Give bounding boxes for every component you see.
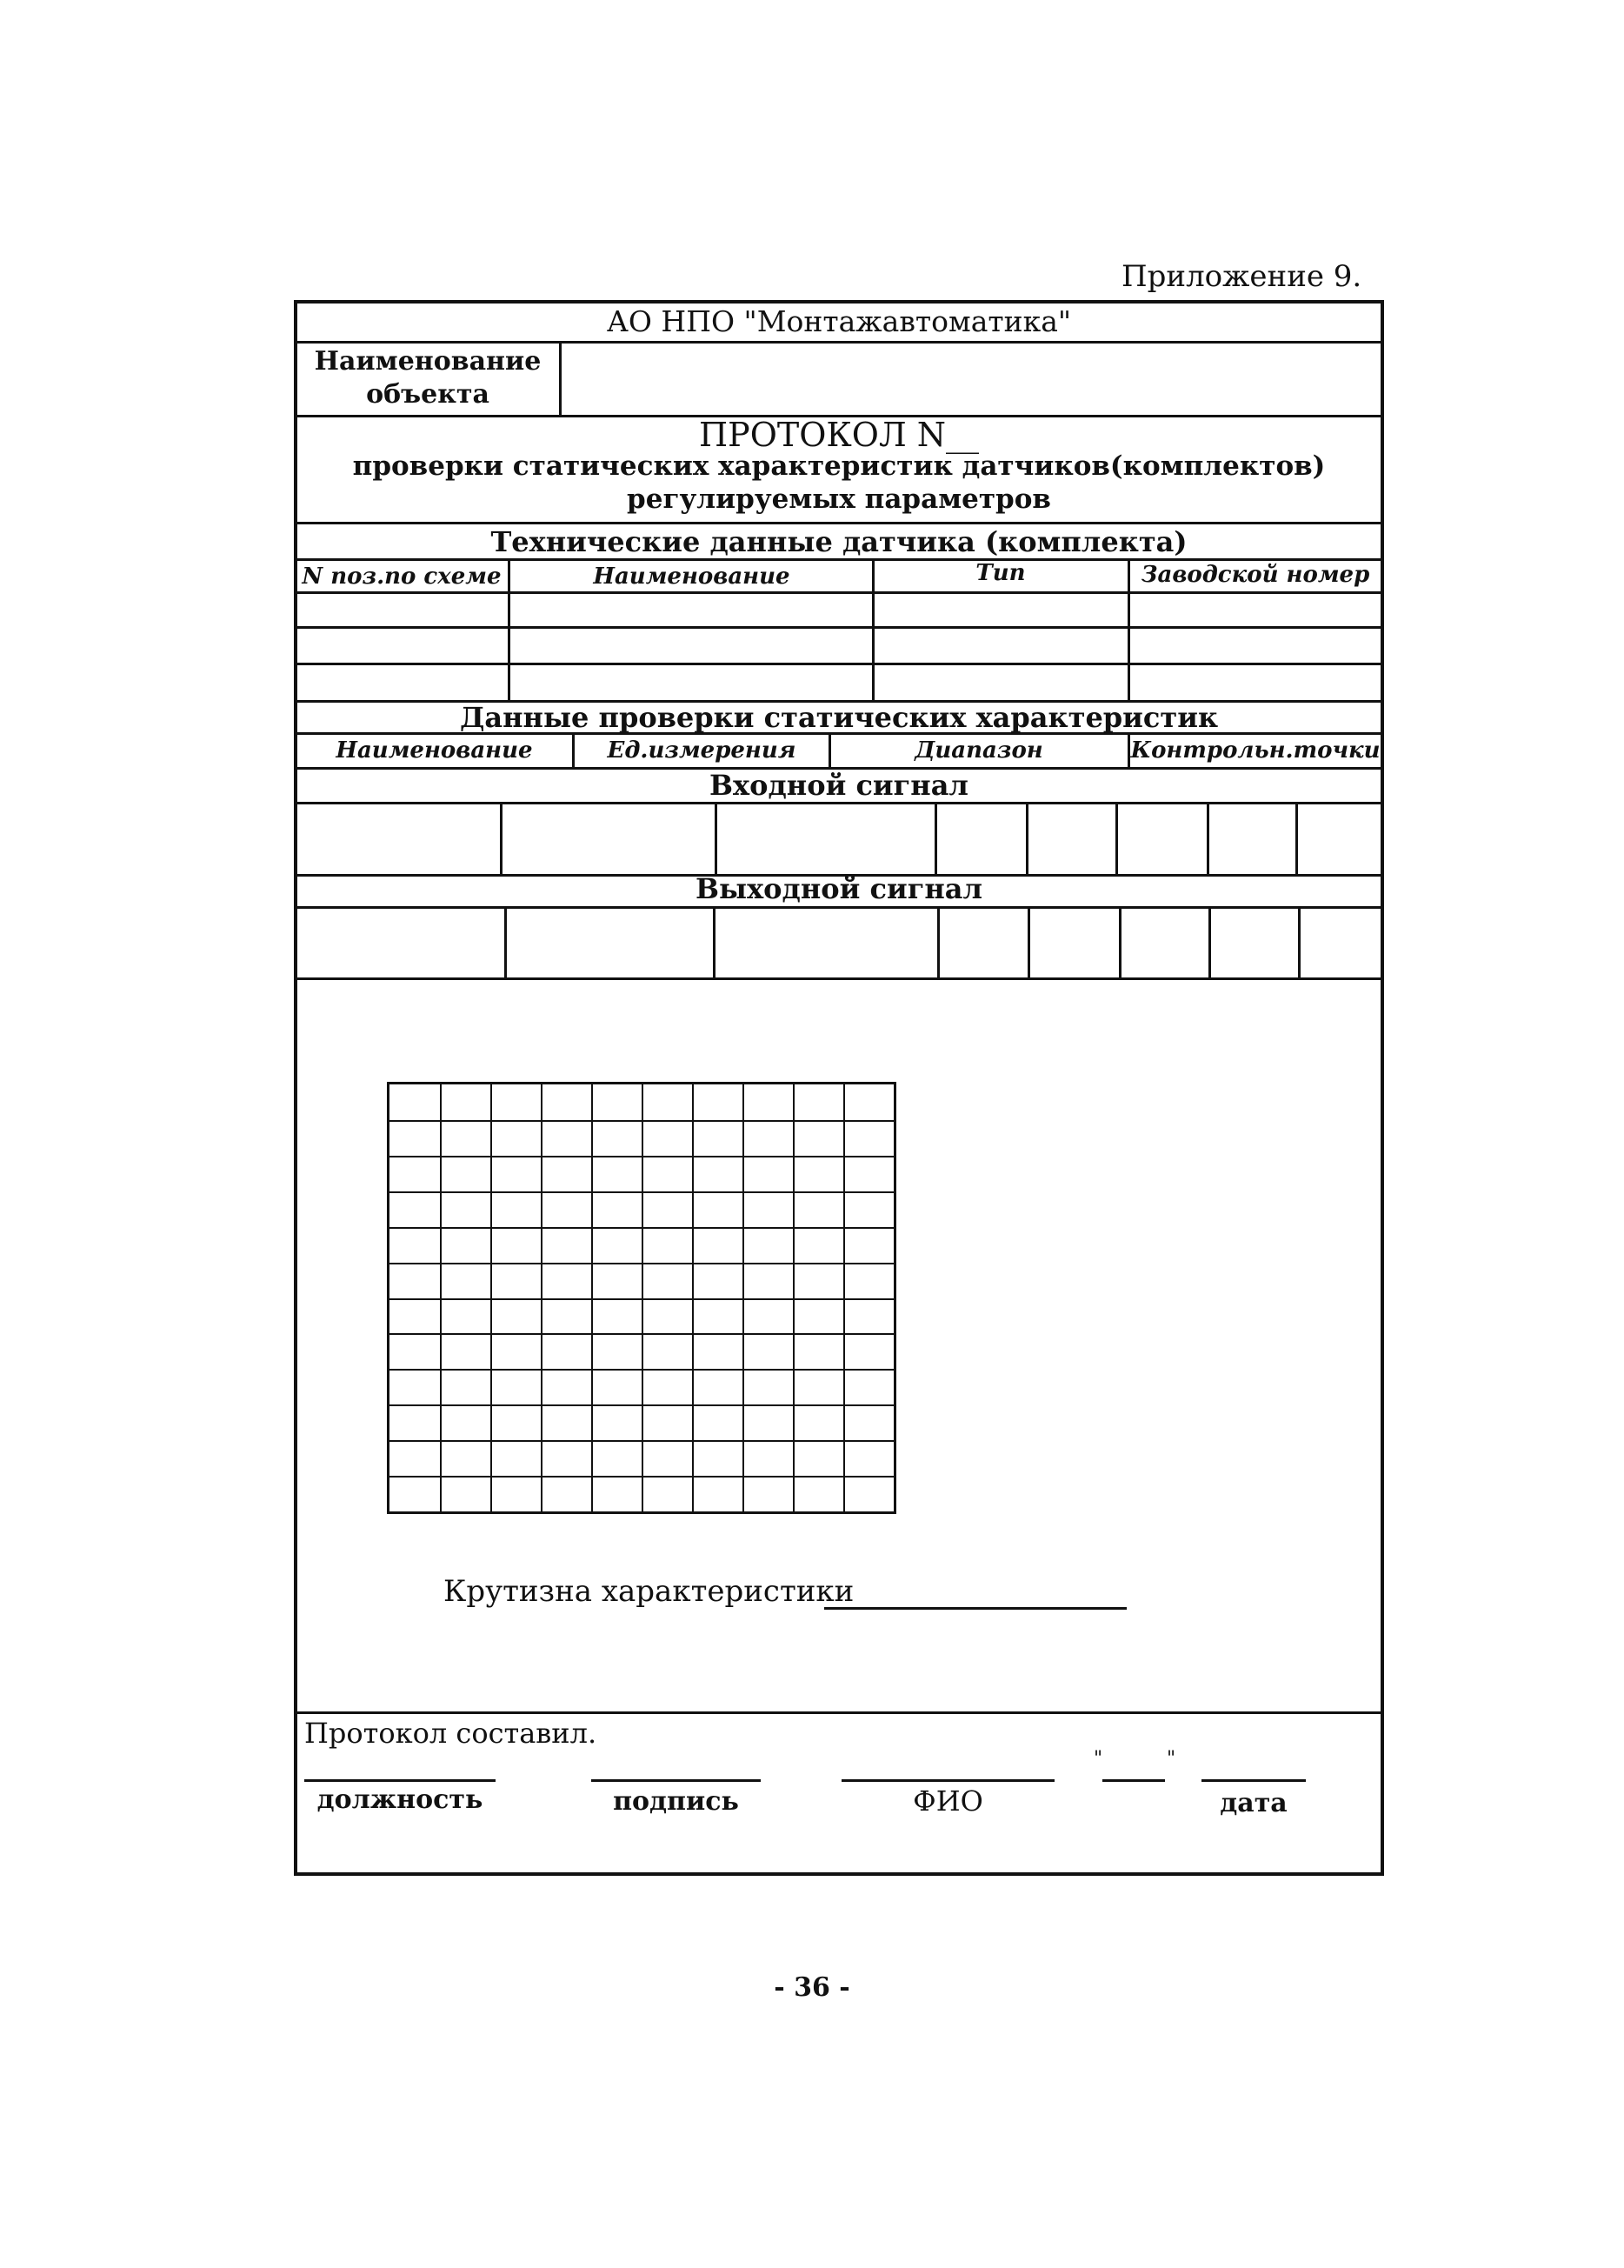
divider [508, 558, 510, 700]
divider [500, 802, 503, 874]
date-month-line[interactable] [1201, 1779, 1306, 1782]
divider [1115, 802, 1118, 874]
fullname-caption: ФИО [913, 1784, 983, 1818]
check-header-unit: Ед.измерения [607, 737, 796, 764]
divider [872, 558, 875, 700]
check-header-name: Наименование [336, 737, 533, 764]
divider [937, 906, 940, 977]
characteristic-graph-grid [387, 1082, 896, 1514]
grid-line-horizontal [389, 1440, 894, 1442]
grid-line-horizontal [389, 1298, 894, 1300]
divider [1298, 906, 1301, 977]
grid-line-horizontal [389, 1227, 894, 1229]
page-number: - 36 - [774, 1972, 850, 2003]
divider [935, 802, 937, 874]
divider [294, 1711, 1384, 1714]
signature-caption: подпись [613, 1786, 739, 1817]
object-label-line2: объекта [366, 379, 489, 410]
slope-value-line[interactable] [824, 1607, 1127, 1610]
divider [294, 522, 1384, 524]
check-header-range: Диапазон [915, 737, 1043, 764]
divider [294, 663, 1384, 665]
fullname-line[interactable] [842, 1779, 1055, 1782]
tech-header-position: N поз.по схеме [302, 564, 502, 590]
output-signal-title: Выходной сигнал [695, 872, 983, 905]
grid-line-horizontal [389, 1263, 894, 1264]
tech-data-title: Технические данные датчика (комплекта) [490, 525, 1188, 558]
grid-line-horizontal [389, 1156, 894, 1157]
divider [294, 906, 1384, 909]
grid-line-horizontal [389, 1476, 894, 1478]
appendix-label: Приложение 9. [1121, 259, 1362, 294]
protocol-subtitle-line2: регулируемых параметров [627, 484, 1051, 515]
divider [294, 802, 1384, 804]
grid-line-horizontal [389, 1333, 894, 1335]
divider [829, 732, 831, 767]
divider [294, 626, 1384, 629]
divider [1208, 906, 1211, 977]
object-label-line1: Наименование [314, 346, 542, 377]
grid-line-horizontal [389, 1404, 894, 1406]
divider [294, 977, 1384, 980]
object-name-field[interactable] [562, 344, 1381, 413]
check-data-title: Данные проверки статических характеристик [459, 701, 1219, 734]
organization-name: АО НПО "Монтажавтоматика" [606, 304, 1072, 338]
grid-line-horizontal [389, 1191, 894, 1193]
divider [1119, 906, 1121, 977]
tech-header-type: Тип [975, 560, 1026, 586]
slope-label: Крутизна характеристики [443, 1574, 855, 1609]
grid-line-horizontal [389, 1120, 894, 1122]
tech-header-name: Наименование [593, 564, 790, 590]
divider [294, 591, 1384, 594]
divider [572, 732, 575, 767]
tech-header-serial: Заводской номер [1141, 562, 1370, 588]
date-caption: дата [1220, 1788, 1288, 1818]
divider [1128, 732, 1130, 767]
divider [1295, 802, 1298, 874]
divider [504, 906, 507, 977]
compiled-by-label: Протокол составил. [304, 1717, 597, 1750]
divider [1128, 558, 1130, 700]
input-signal-title: Входной сигнал [709, 769, 968, 802]
protocol-title: ПРОТОКОЛ N__ [699, 416, 979, 454]
divider [1026, 802, 1028, 874]
quote-mark: " [1167, 1748, 1176, 1770]
signature-line[interactable] [591, 1779, 761, 1782]
check-header-points: Контрольн.точки [1130, 737, 1381, 764]
divider [1207, 802, 1209, 874]
grid-line-horizontal [389, 1369, 894, 1371]
divider [1028, 906, 1030, 977]
position-caption: должность [316, 1784, 483, 1815]
divider [713, 906, 715, 977]
date-day-line[interactable] [1102, 1779, 1165, 1782]
protocol-subtitle-line1: проверки статических характеристик датчиков(комплектов) [352, 450, 1326, 482]
quote-mark: " [1094, 1748, 1103, 1770]
divider [294, 558, 1384, 561]
divider [715, 802, 717, 874]
position-line[interactable] [304, 1779, 496, 1782]
